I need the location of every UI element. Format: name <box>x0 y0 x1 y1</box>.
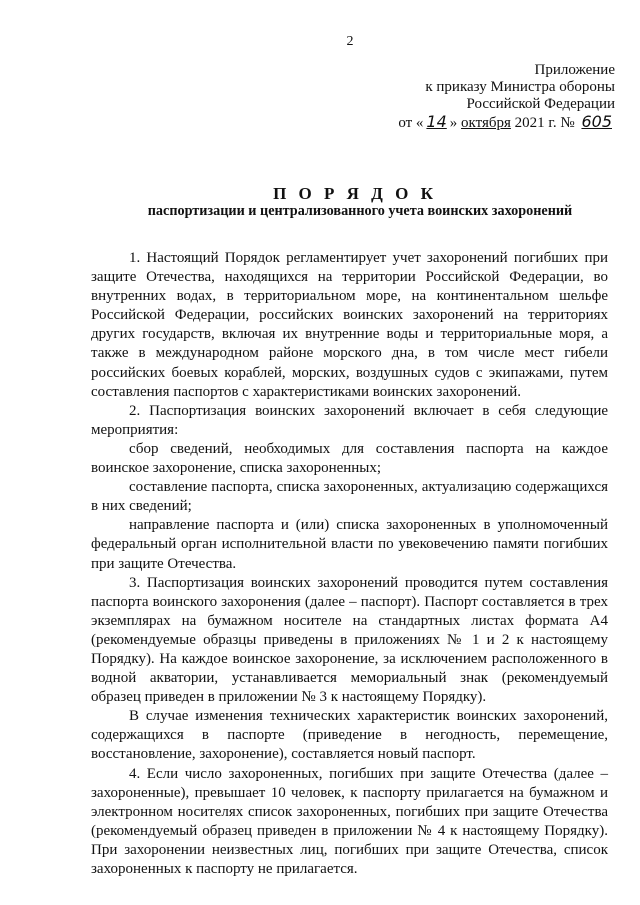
page-number: 2 <box>346 34 354 49</box>
order-date-line <box>340 113 615 132</box>
appendix-line-3: Российской Федерации <box>466 96 615 112</box>
paragraph-3-continued: В случае изменения технических характеристик воинских захоронений, содержащихся в паспорте (приведение в негодность, перемещение, восстановление, захоронение), составляется новый паспорт. <box>91 708 608 763</box>
paragraph-2: 2. Паспортизация воинских захоронений включает в себя следующие мероприятия: <box>91 402 608 438</box>
paragraph-1: 1. Настоящий Порядок регламентирует учет захоронений погибших при защите Отечества, находящихся на территории Российской Федерации, во внутренних водах, в территориальном море, на континентальном шельфе Российской Федерации, российских воинских захоронений на территориях других государств, включая их внутренние воды и территориальные моря, а также в международном районе морского дна, в том числе мест гибели российских боевых кораблей, морских, воздушных судов с экипажами, путем составления паспортов с характеристиками воинских захоронений. <box>91 250 608 400</box>
date-mid: » <box>449 115 458 131</box>
appendix-line-1: Приложение <box>534 62 615 78</box>
order-number: 605 <box>581 112 612 131</box>
paragraph-4: 4. Если число захороненных, погибших при защите Отечества (далее – захороненные), превышает 10 человек, к паспорту прилагается на бумажном и электронном носителях список захороненных, погибших при защите Отечества (рекомендуемый образец приведен в приложении № 4 к настоящему Порядку). При захоронении неизвестных лиц, погибших при защите Отечества, список захороненных к паспорту не прилагается. <box>91 765 608 877</box>
paragraph-2-item-3: направление паспорта и (или) списка захороненных в уполномоченный федеральный орган исполнительной власти по увековечению памяти погибших при защите Отечества. <box>91 517 608 572</box>
appendix-line-2: к приказу Министра обороны <box>425 79 615 95</box>
order-year: 2021 г. № <box>514 115 575 131</box>
paragraph-2-item-1: сбор сведений, необходимых для составления паспорта на каждое воинское захоронение, списка захороненных; <box>91 440 608 477</box>
paragraph-2-item-2: составление паспорта, списка захороненных, актуализацию содержащихся в них сведений; <box>91 479 608 515</box>
document-body <box>91 249 608 879</box>
order-month: октября <box>461 115 511 131</box>
order-day: 14 <box>426 112 447 131</box>
document-title: П О Р Я Д О К <box>273 184 437 203</box>
appendix-header <box>340 62 615 132</box>
document-subtitle: паспортизации и централизованного учета воинских захоронений <box>147 203 573 219</box>
paragraph-3: 3. Паспортизация воинских захоронений проводится путем составления паспорта воинского захоронения (далее – паспорт). Паспорт составляется в трех экземплярах на бумажном носителе на стандартных листах формата А4 (рекомендуемые образцы приведены в приложениях № 1 и 2 к настоящему Порядку). На каждое воинское захоронение, за исключением расположенного в водной акватории, устанавливается мемориальный знак (рекомендуемый образец приведен в приложении № 3 к настоящему Порядку). <box>91 574 608 706</box>
date-prefix: от « <box>398 115 424 131</box>
